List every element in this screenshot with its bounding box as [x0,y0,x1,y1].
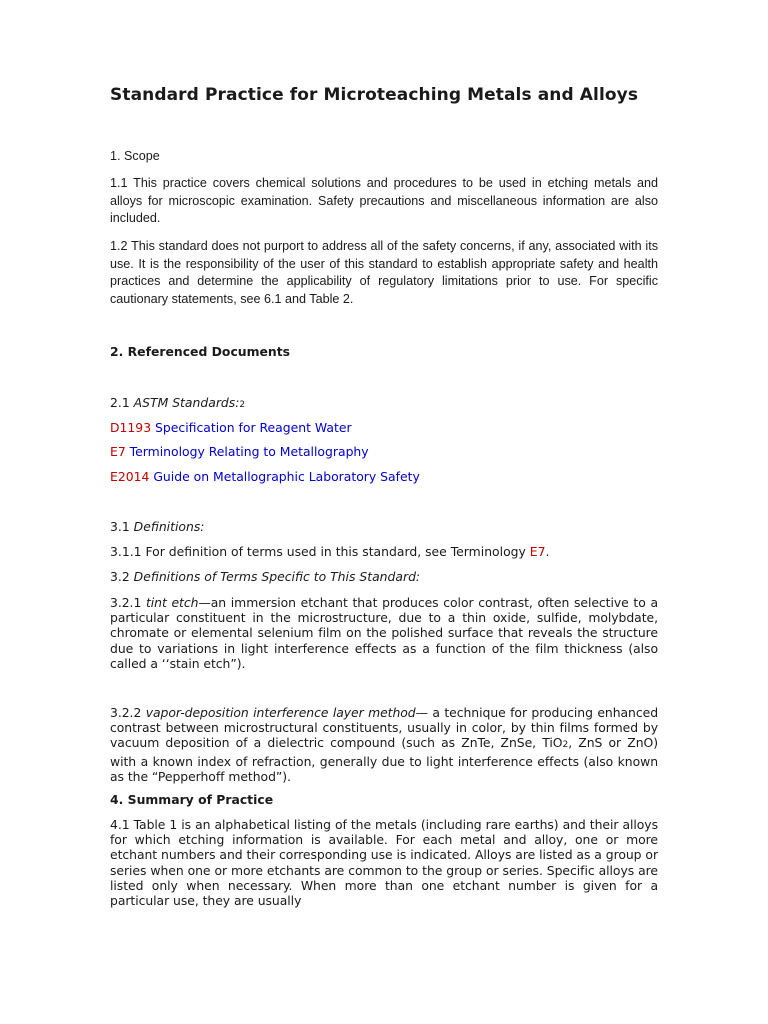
definition-vapor-deposition [110,705,658,784]
definition-number: 3.2.2 [110,705,146,720]
definition-text-continued: , ZnS or ZnO) with a known index of refraction, generally due to light interference effects (also known as the “Pepperhoff method”). [110,735,658,784]
reference-item-e2014[interactable] [110,469,658,485]
definitions-3-2 [110,569,658,585]
definitions-3-2-number: 3.2 [110,569,134,584]
paragraph-1-2: 1.2 This standard does not purport to address all of the safety concerns, if any, associated with its use. It is the responsibility of the user of this standard to establish appropriate safety and health practices and determine the applicability of regulatory limitations prior to use. For specific cautionary statements, see 6.1 and Table 2. [110,239,658,306]
definitions-3-1-1-text: 3.1.1 For definition of terms used in this standard, see Terminology [110,544,530,559]
definitions-3-1-number: 3.1 [110,519,134,534]
reference-title[interactable]: Terminology Relating to Metallography [129,444,369,459]
definition-number: 3.2.1 [110,595,146,610]
reference-item-e7[interactable] [110,444,658,460]
astm-standards-line [110,395,658,413]
definition-text: — a technique for producing enhanced contrast between microstructural constituents, usually in color, by thin films formed by vacuum deposition of a dielectric compound (such as ZnTe, ZnSe, TiO [110,705,659,751]
reference-title[interactable]: Guide on Metallographic Laboratory Safety [153,469,420,484]
paragraph-1-1: 1.1 This practice covers chemical solutions and procedures to be used in etching metals and alloys for microscopic examination. Safety precautions and miscellaneous information are also included. [110,176,658,226]
scope-heading: 1. Scope [110,149,160,163]
definition-term: tint etch [145,595,199,610]
paragraph-4-1: 4.1 Table 1 is an alphabetical listing of the metals (including rare earths) and their alloys for which etching information is available. For each metal and alloy, one or more etchant numbers and their corresponding use is indicated. Alloys are listed as a group or series when one or more etchants are common to the group or series. Specific alloys are listed only when necessary. When more than one etchant number is given for a particular use, they are usually [110,817,658,909]
reference-title[interactable]: Specification for Reagent Water [155,420,352,435]
definitions-3-1-label: Definitions: [133,519,205,534]
definitions-3-1-1 [110,544,658,560]
definitions-3-1 [110,519,658,535]
astm-label: ASTM Standards: [133,395,240,410]
definitions-3-2-label: Definitions of Terms Specific to This Standard: [133,569,421,584]
page-title: Standard Practice for Microteaching Metals and Alloys [110,85,639,105]
summary-heading: 4. Summary of Practice [110,792,274,807]
reference-item-d1193[interactable] [110,420,658,436]
astm-footnote: 2 [239,400,246,410]
astm-prefix: 2.1 [110,395,134,410]
definition-term: vapor-deposition interference layer method [145,705,416,720]
reference-code[interactable]: E2014 [110,469,150,484]
definition-text: —an immersion etchant that produces color contrast, often selective to a particular constituent in the microstructure, due to a thin oxide, sulfide, molybdate, chromate or elemental selenium film on the polished surface that reveals the structure due to variations in light interference effects as a function of the film thickness (also called a ‘‘stain etch”). [110,595,658,671]
reference-code[interactable]: D1193 [110,420,152,435]
referenced-documents-heading: 2. Referenced Documents [110,344,291,359]
definitions-3-1-1-end: . [545,544,550,559]
reference-code[interactable]: E7 [110,444,126,459]
subscript-2: 2 [562,740,569,751]
definition-tint-etch [110,595,658,671]
terminology-e7-link[interactable]: E7 [529,544,546,559]
